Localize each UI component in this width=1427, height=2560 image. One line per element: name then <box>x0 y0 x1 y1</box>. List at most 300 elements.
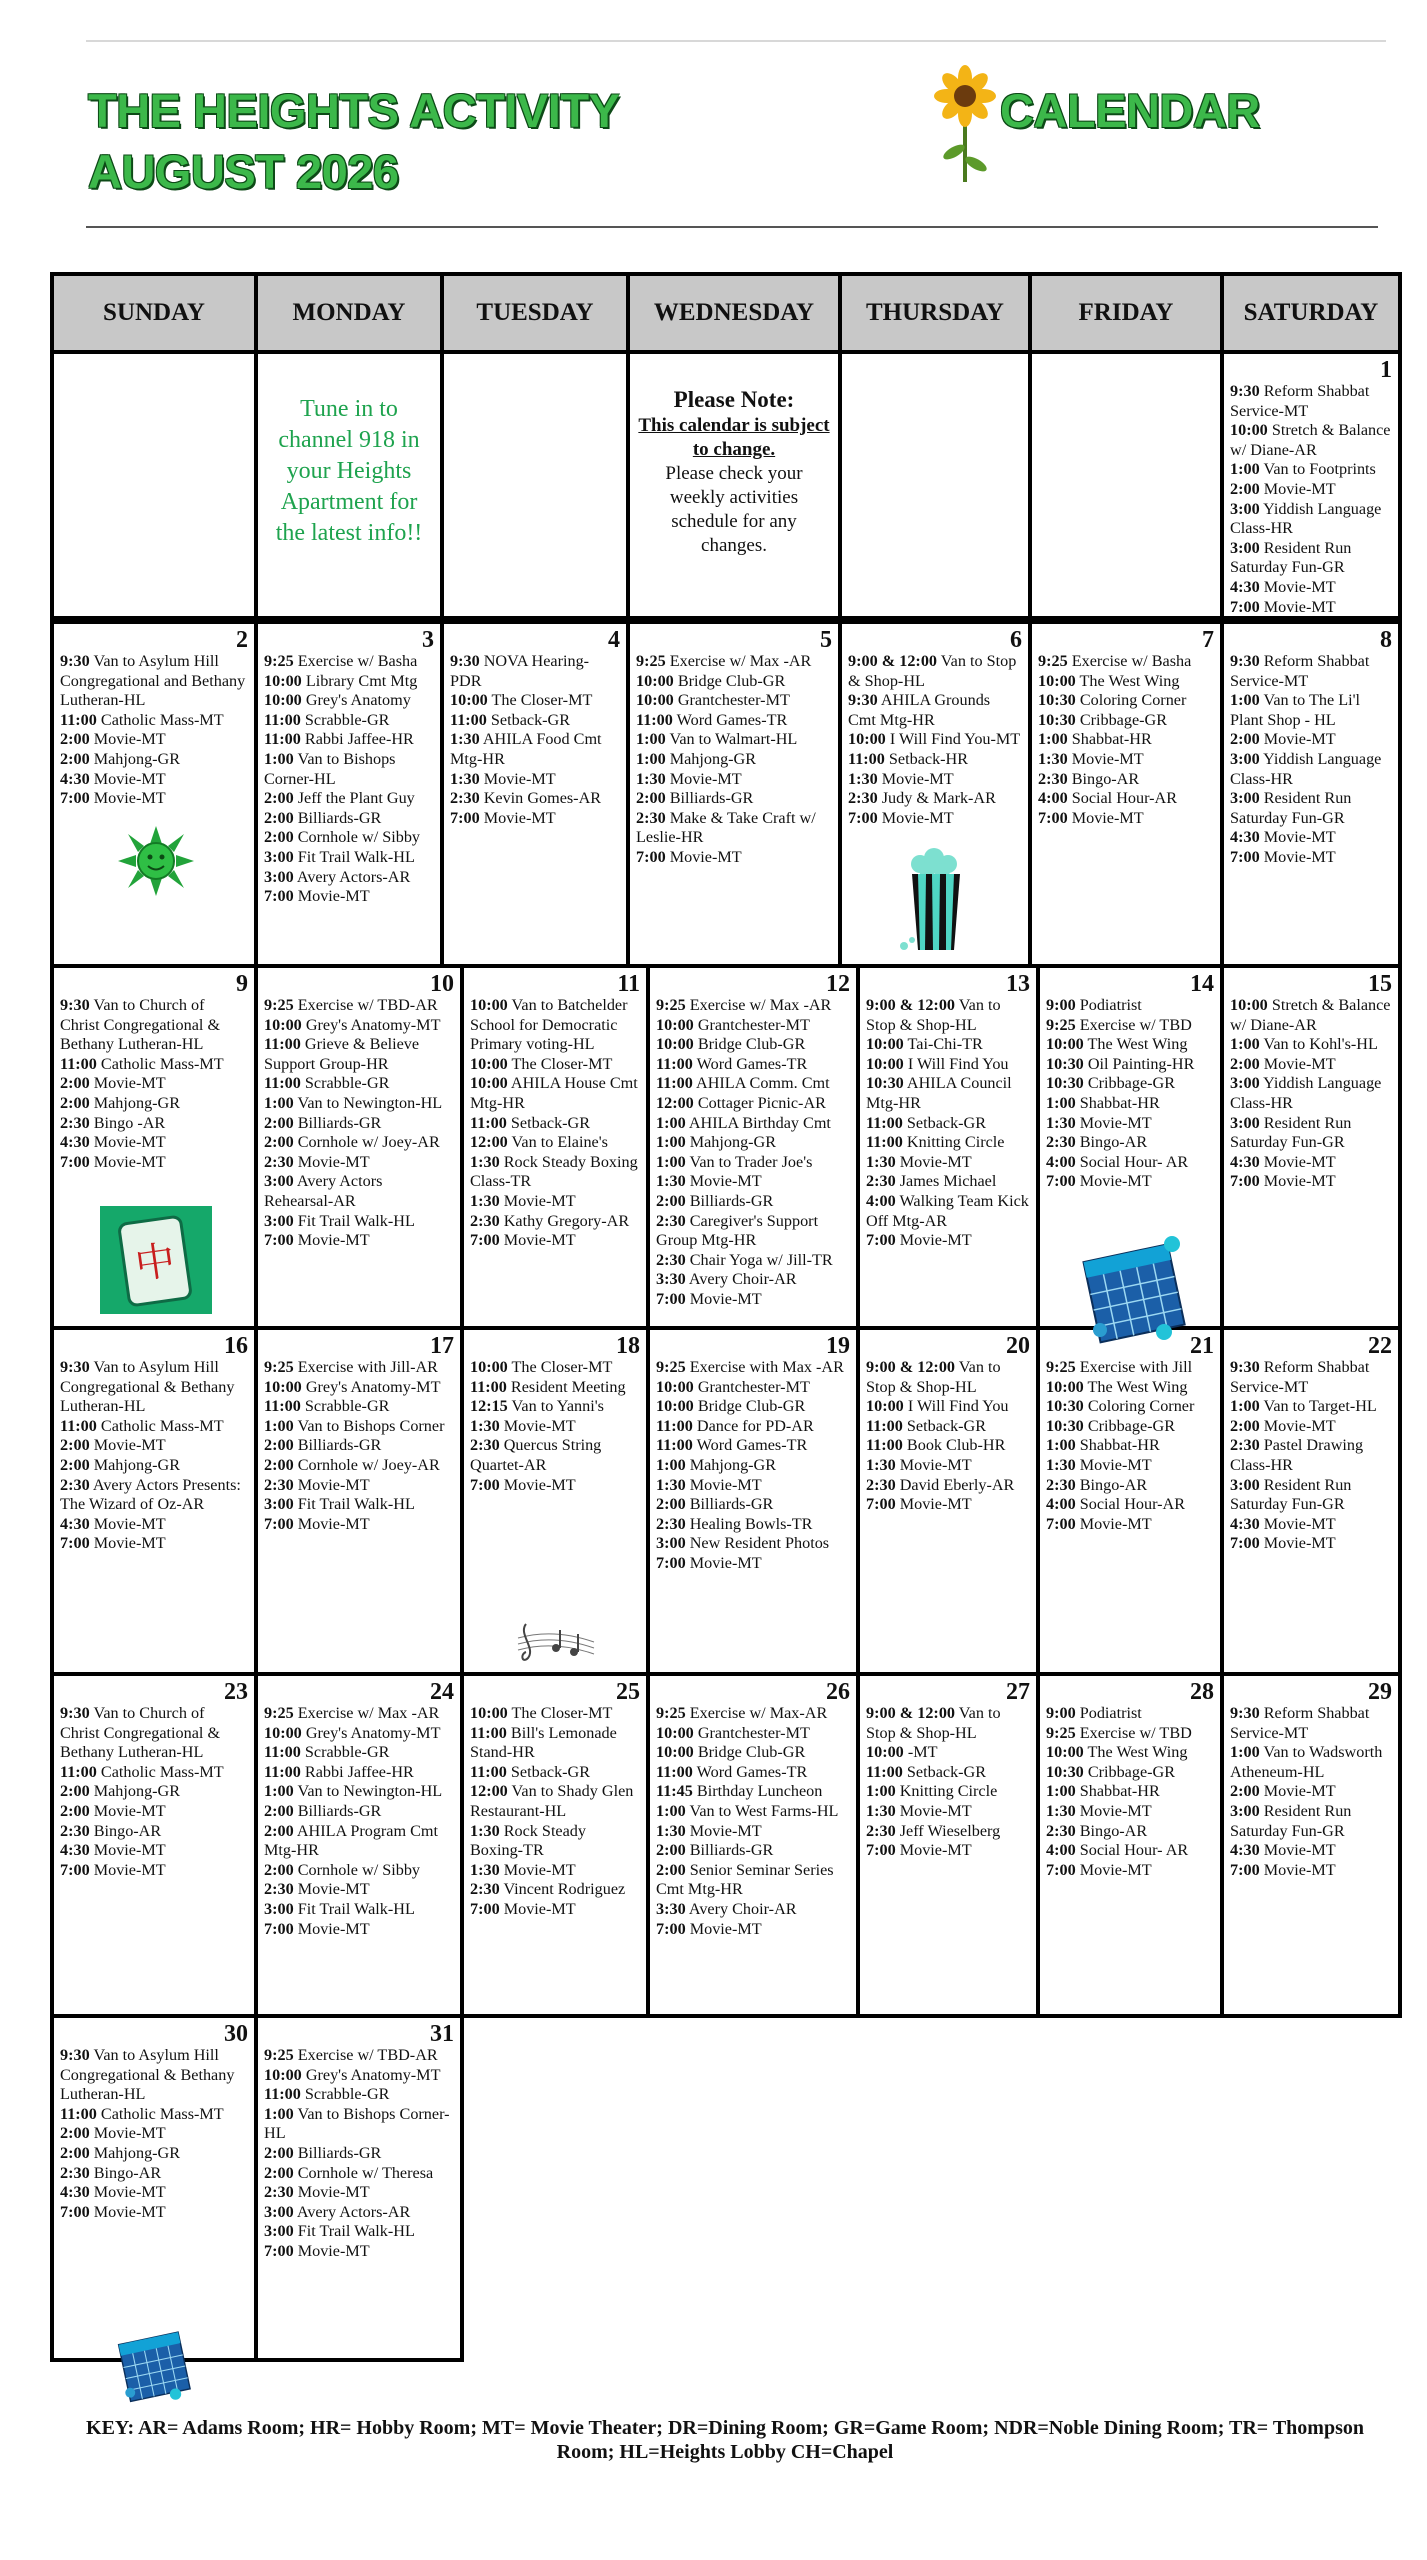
room-key-legend: KEY: AR= Adams Room; HR= Hobby Room; MT= Movie Theater; DR=Dining Room; GR=Game Room; NDR=Noble Dining Room; TR= Thompson Room; HL=Heights Lobby CH=Chapel <box>86 2417 1364 2463</box>
event-time: 7:00 <box>60 2202 90 2221</box>
event-description: Pastel Drawing Class-HR <box>1230 1436 1364 1474</box>
event-entry <box>1046 1114 1214 1134</box>
event-entry <box>1230 1055 1392 1075</box>
event-description: Movie-MT <box>297 1152 370 1171</box>
event-entry <box>656 1822 850 1842</box>
event-time: 9:25 <box>656 1704 686 1722</box>
day-header-thursday: THURSDAY <box>838 272 1032 354</box>
event-description: Movie-MT <box>1263 597 1336 616</box>
event-description: AHILA House Cmt Mtg-HR <box>470 1074 638 1112</box>
event-time: 2:00 <box>1230 1416 1260 1435</box>
event-description: Movie-MT <box>483 808 556 827</box>
event-time: 1:00 <box>1230 1035 1260 1054</box>
event-description: Setback-GR <box>906 1416 987 1435</box>
day-number: 29 <box>1368 1679 1392 1705</box>
event-entry <box>1230 691 1392 730</box>
event-time: 2:30 <box>470 1880 500 1899</box>
sun-icon <box>118 826 194 896</box>
event-time: 1:00 <box>1230 1743 1260 1762</box>
event-time: 2:30 <box>1038 769 1068 788</box>
event-time: 2:00 <box>264 1133 294 1152</box>
event-entry <box>656 1016 850 1036</box>
event-description: Movie-MT <box>1263 1860 1336 1879</box>
event-time: 4:30 <box>60 769 90 788</box>
event-time: 9:30 <box>450 652 480 670</box>
event-entry <box>1230 828 1392 848</box>
event-time: 1:30 <box>1046 1113 1076 1132</box>
event-time: 2:30 <box>1046 1475 1076 1494</box>
event-description: Bingo -AR <box>93 1113 166 1132</box>
event-entry <box>656 1192 850 1212</box>
please-note-body: Please check your weekly activities schedule for any changes. <box>665 463 803 556</box>
event-description: Movie-MT <box>881 808 954 827</box>
event-time: 2:30 <box>866 1821 896 1840</box>
event-description: Yiddish Language Class-HR <box>1230 1074 1382 1112</box>
event-time: 2:30 <box>656 1250 686 1269</box>
event-time: 1:30 <box>656 1475 686 1494</box>
event-time: 11:00 <box>866 1416 903 1435</box>
day-header-saturday: SATURDAY <box>1220 272 1402 354</box>
day-header-tuesday: TUESDAY <box>440 272 630 354</box>
event-description: Exercise w/ Basha <box>1071 652 1192 670</box>
event-description: Grantchester-MT <box>697 1015 810 1034</box>
event-entry <box>656 1861 850 1900</box>
event-time: 7:00 <box>656 1289 686 1308</box>
event-description: Movie-MT <box>1079 1801 1152 1820</box>
event-description: Movie-MT <box>899 1231 972 1250</box>
event-entry <box>656 1212 850 1251</box>
event-entry <box>1038 770 1214 790</box>
event-description: Mahjong-GR <box>669 749 757 768</box>
event-entry <box>1230 1515 1392 1535</box>
event-time: 10:00 <box>866 1743 904 1762</box>
event-description: Movie-MT <box>899 1495 972 1514</box>
event-description: Movie-MT <box>503 1231 576 1250</box>
day-number: 18 <box>616 1333 640 1359</box>
day-number: 23 <box>224 1679 248 1705</box>
event-entry <box>470 1436 640 1475</box>
event-entry <box>264 2164 454 2184</box>
event-entry <box>656 1172 850 1192</box>
event-entry <box>264 1035 454 1074</box>
event-description: Mahjong-GR <box>93 749 181 768</box>
event-entry <box>470 1476 640 1496</box>
event-description: Podiatrist <box>1079 1704 1142 1722</box>
event-entry <box>264 1476 454 1496</box>
event-entry <box>1230 1861 1392 1881</box>
event-description: Grey's Anatomy-MT <box>305 2065 441 2084</box>
event-entry <box>1230 598 1392 618</box>
day-number: 10 <box>430 971 454 997</box>
event-time: 1:00 <box>656 1133 686 1152</box>
event-description: Van to Elaine's <box>511 1133 608 1152</box>
event-description: Word Games-TR <box>696 1762 808 1781</box>
event-entry <box>264 2066 454 2086</box>
event-time: 9:25 <box>264 996 294 1014</box>
event-time: 1:30 <box>1038 749 1068 768</box>
event-time: 11:00 <box>264 710 301 729</box>
event-description: Exercise w/ Max -AR <box>689 996 832 1014</box>
event-entry <box>264 1456 454 1476</box>
event-description: Movie-MT <box>1263 828 1336 847</box>
event-description: Avery Actors-AR <box>296 867 411 886</box>
event-entry <box>656 1724 850 1744</box>
event-entry <box>60 1534 248 1554</box>
tune-in-note-cell <box>254 350 444 620</box>
event-entry <box>470 1231 640 1251</box>
event-description: Movie-MT <box>93 1436 166 1455</box>
event-time: 10:30 <box>1046 1397 1084 1416</box>
event-time: 2:30 <box>264 1152 294 1171</box>
day-number: 21 <box>1190 1333 1214 1359</box>
event-description: Bill's Lemonade Stand-HR <box>470 1723 617 1762</box>
event-time: 3:30 <box>656 1899 686 1918</box>
event-time: 7:00 <box>470 1231 500 1250</box>
event-time: 10:00 <box>1046 1035 1084 1054</box>
event-description: Dance for PD-AR <box>696 1416 814 1435</box>
event-entry <box>1046 1456 1214 1476</box>
event-time: 2:30 <box>656 1514 686 1533</box>
event-entry <box>656 1534 850 1554</box>
event-time: 9:30 <box>848 691 878 710</box>
event-time: 7:00 <box>1230 597 1260 616</box>
event-entry <box>656 1515 850 1535</box>
event-entry <box>656 1476 850 1496</box>
day-cell-11 <box>460 964 650 1330</box>
event-description: Grantchester-MT <box>697 1723 810 1742</box>
event-description: AHILA Birthday Cmt <box>688 1113 831 1132</box>
event-time: 9:30 <box>60 652 90 670</box>
event-time: 1:30 <box>1046 1801 1076 1820</box>
day-number: 19 <box>826 1333 850 1359</box>
day-number: 13 <box>1006 971 1030 997</box>
event-time: 7:00 <box>264 2241 294 2260</box>
event-time: 11:00 <box>866 1436 903 1455</box>
event-time: 11:00 <box>264 1762 301 1781</box>
event-description: Cornhole w/ Sibby <box>297 828 421 847</box>
event-time: 9:30 <box>1230 1358 1260 1376</box>
event-time: 2:30 <box>470 1211 500 1230</box>
event-entry <box>1038 652 1214 672</box>
event-description: Knitting Circle <box>899 1782 998 1801</box>
event-time: 11:00 <box>866 1113 903 1132</box>
event-time: 2:00 <box>1230 1782 1260 1801</box>
event-description: Book Club-HR <box>906 1436 1006 1455</box>
event-description: Billiards-GR <box>297 1113 382 1132</box>
event-description: Mahjong-GR <box>93 1455 181 1474</box>
event-description: Movie-MT <box>93 2124 166 2143</box>
event-entry <box>1046 996 1214 1016</box>
event-entry <box>1046 1515 1214 1535</box>
event-time: 1:30 <box>450 769 480 788</box>
event-time: 2:30 <box>1046 1133 1076 1152</box>
event-description: Social Hour-AR <box>1071 789 1178 808</box>
day-cell-28 <box>1036 1672 1224 2018</box>
event-time: 2:00 <box>656 1841 686 1860</box>
event-description: AHILA Food Cmt Mtg-HR <box>450 730 602 768</box>
event-description: Setback-GR <box>510 1762 591 1781</box>
event-entry <box>1230 480 1392 500</box>
event-time: 7:00 <box>1046 1514 1076 1533</box>
event-entry <box>636 789 832 809</box>
event-entry <box>264 691 434 711</box>
event-description: Resident Run Saturday Fun-GR <box>1230 538 1352 577</box>
event-description: Movie-MT <box>1263 577 1336 596</box>
event-time: 2:00 <box>656 1191 686 1210</box>
event-entry <box>450 691 620 711</box>
event-description: Movie-MT <box>899 1152 972 1171</box>
event-entry <box>264 2046 454 2066</box>
event-description: Shabbat-HR <box>1071 730 1152 749</box>
event-time: 2:00 <box>636 789 666 808</box>
event-time: 9:25 <box>264 1358 294 1376</box>
event-description: Bingo-AR <box>1079 1821 1148 1840</box>
event-description: Van to Bishops Corner-HL <box>264 749 396 788</box>
event-entry <box>1046 1802 1214 1822</box>
event-entry <box>1230 1436 1392 1475</box>
day-header-monday: MONDAY <box>254 272 444 354</box>
event-description: Shabbat-HR <box>1079 1436 1160 1455</box>
event-entry <box>450 730 620 769</box>
event-time: 11:00 <box>60 1762 97 1781</box>
event-entry <box>60 1114 248 1134</box>
event-description: Van to Yanni's <box>511 1397 604 1416</box>
event-description: Bingo-AR <box>1079 1475 1148 1494</box>
event-time: 7:00 <box>1230 1172 1260 1191</box>
event-entry <box>1046 1378 1214 1398</box>
event-entry <box>1046 1094 1214 1114</box>
event-entry <box>848 809 1022 829</box>
event-description: Avery Choir-AR <box>688 1270 797 1289</box>
event-description: AHILA Council Mtg-HR <box>866 1074 1012 1112</box>
event-entry <box>264 1016 454 1036</box>
event-description: Exercise w/ Max -AR <box>297 1704 440 1722</box>
event-time: 7:00 <box>656 1553 686 1572</box>
event-entry <box>636 652 832 672</box>
event-entry <box>450 789 620 809</box>
event-description: Movie-MT <box>503 1191 576 1210</box>
event-entry <box>60 652 248 711</box>
event-time: 10:30 <box>1046 1416 1084 1435</box>
event-time: 7:00 <box>60 1152 90 1171</box>
event-description: Coloring Corner <box>1079 691 1187 710</box>
event-description: James Michael <box>899 1172 997 1191</box>
event-description: The Closer-MT <box>511 1054 613 1073</box>
event-description: Exercise w/ Max -AR <box>669 652 812 670</box>
event-time: 2:00 <box>1230 730 1260 749</box>
event-description: Stretch & Balance w/ Diane-AR <box>1230 421 1391 459</box>
event-entry <box>866 1133 1030 1153</box>
day-header-friday: FRIDAY <box>1028 272 1224 354</box>
event-time: 7:00 <box>1046 1172 1076 1191</box>
event-time: 2:30 <box>60 1113 90 1132</box>
event-entry <box>264 789 434 809</box>
event-entry <box>656 1782 850 1802</box>
event-time: 1:00 <box>1230 460 1260 479</box>
event-time: 12:15 <box>470 1397 508 1416</box>
event-entry <box>866 1153 1030 1173</box>
event-description: The West Wing <box>1087 1743 1188 1762</box>
event-description: Van to Kohl's-HL <box>1263 1035 1378 1054</box>
event-time: 11:00 <box>470 1113 507 1132</box>
event-time: 7:00 <box>60 1860 90 1879</box>
event-description: Stretch & Balance w/ Diane-AR <box>1230 996 1391 1034</box>
event-entry <box>1230 1397 1392 1417</box>
event-description: Chair Yoga w/ Jill-TR <box>689 1250 833 1269</box>
event-description: Catholic Mass-MT <box>100 1416 224 1435</box>
event-entry <box>264 2222 454 2242</box>
event-time: 2:30 <box>636 808 666 827</box>
event-entry <box>264 1358 454 1378</box>
event-time: 11:00 <box>60 710 97 729</box>
event-entry <box>656 1290 850 1310</box>
day-cell-16 <box>50 1326 258 1676</box>
event-time: 4:30 <box>1230 577 1260 596</box>
event-time: 3:00 <box>264 1899 294 1918</box>
event-description: Avery Choir-AR <box>688 1899 797 1918</box>
event-description: The Closer-MT <box>491 691 593 710</box>
event-entry <box>656 1035 850 1055</box>
event-description: Library Cmt Mtg <box>305 671 418 690</box>
event-time: 9:25 <box>1046 1358 1076 1376</box>
event-entry <box>264 1133 454 1153</box>
event-entry <box>264 1900 454 1920</box>
event-description: Movie-MT <box>297 2183 370 2202</box>
event-time: 3:00 <box>264 2222 294 2241</box>
event-description: The West Wing <box>1087 1035 1188 1054</box>
event-entry <box>470 1900 640 1920</box>
event-time: 11:00 <box>60 1416 97 1435</box>
day-number: 11 <box>617 971 640 997</box>
event-description: Resident Run Saturday Fun-GR <box>1230 1801 1352 1840</box>
event-description: Walking Team Kick Off Mtg-AR <box>866 1191 1029 1230</box>
event-entry <box>60 2183 248 2203</box>
event-time: 3:00 <box>1230 1113 1260 1132</box>
event-time: 10:00 <box>1046 1377 1084 1396</box>
event-entry <box>636 711 832 731</box>
event-time: 11:00 <box>264 1397 301 1416</box>
event-description: Quercus String Quartet-AR <box>470 1436 602 1474</box>
event-entry <box>1230 1802 1392 1841</box>
event-time: 9:25 <box>264 652 294 670</box>
event-entry <box>656 1417 850 1437</box>
event-time: 2:00 <box>1230 479 1260 498</box>
event-time: 12:00 <box>470 1782 508 1801</box>
event-time: 1:00 <box>636 730 666 749</box>
popcorn-icon <box>898 846 970 954</box>
event-time: 7:00 <box>636 847 666 866</box>
event-entry <box>264 1880 454 1900</box>
day-number: 12 <box>826 971 850 997</box>
event-description: Fit Trail Walk-HL <box>297 1211 415 1230</box>
event-time: 10:00 <box>848 730 886 749</box>
event-time: 10:00 <box>656 1377 694 1396</box>
event-entry <box>264 1704 454 1724</box>
event-description: Movie-MT <box>93 1152 166 1171</box>
event-time: 1:30 <box>656 1172 686 1191</box>
event-time: 1:00 <box>1046 1436 1076 1455</box>
event-description: Scrabble-GR <box>304 1397 390 1416</box>
event-entry <box>656 1397 850 1417</box>
event-description: Scrabble-GR <box>304 2085 390 2104</box>
event-time: 7:00 <box>60 1534 90 1553</box>
event-description: Movie-MT <box>689 1919 762 1938</box>
event-entry <box>636 730 832 750</box>
day-cell-17 <box>254 1326 464 1676</box>
event-entry <box>1046 1763 1214 1783</box>
event-entry <box>264 1495 454 1515</box>
event-description: Yiddish Language Class-HR <box>1230 749 1382 788</box>
event-time: 4:30 <box>1230 1514 1260 1533</box>
event-time: 4:30 <box>60 2183 90 2202</box>
empty-cell-friday-week1 <box>1028 350 1224 620</box>
event-entry <box>470 1763 640 1783</box>
day-cell-30 <box>50 2014 258 2362</box>
event-time: 10:00 <box>656 1723 694 1742</box>
event-time: 11:00 <box>60 1054 97 1073</box>
event-description: Van to Trader Joe's <box>689 1152 813 1171</box>
event-time: 1:30 <box>1046 1455 1076 1474</box>
event-entry <box>656 1133 850 1153</box>
day-number: 1 <box>1380 357 1392 383</box>
event-description: Movie-MT <box>1263 847 1336 866</box>
event-time: 2:00 <box>60 2143 90 2162</box>
event-description: Cornhole w/ Sibby <box>297 1860 421 1879</box>
event-time: 2:30 <box>1230 1436 1260 1455</box>
event-time: 1:30 <box>866 1455 896 1474</box>
event-time: 4:00 <box>1046 1152 1076 1171</box>
event-description: The West Wing <box>1079 671 1180 690</box>
event-description: Catholic Mass-MT <box>100 2104 224 2123</box>
event-entry <box>60 750 248 770</box>
event-entry <box>264 887 434 907</box>
day-number: 20 <box>1006 1333 1030 1359</box>
event-entry <box>636 848 832 868</box>
event-entry <box>264 1378 454 1398</box>
event-entry <box>656 1114 850 1134</box>
event-time: 2:30 <box>1046 1821 1076 1840</box>
event-description: I Will Find You <box>907 1054 1009 1073</box>
event-description: Senior Seminar Series Cmt Mtg-HR <box>656 1860 834 1899</box>
event-time: 3:00 <box>264 867 294 886</box>
day-cell-23 <box>50 1672 258 2018</box>
event-entry <box>470 1055 640 1075</box>
event-time: 3:00 <box>1230 1074 1260 1093</box>
event-entry <box>866 1055 1030 1075</box>
event-entry <box>636 672 832 692</box>
event-description: Social Hour- AR <box>1079 1152 1189 1171</box>
event-time: 9:25 <box>264 1704 294 1722</box>
event-description: Grantchester-MT <box>697 1377 810 1396</box>
event-entry <box>264 2105 454 2144</box>
event-entry <box>1046 1822 1214 1842</box>
event-description: Movie-MT <box>1079 1172 1152 1191</box>
event-description: Movie-MT <box>1071 749 1144 768</box>
event-description: Jeff the Plant Guy <box>297 789 415 808</box>
event-description: Setback-GR <box>906 1762 987 1781</box>
event-entry <box>1230 996 1392 1035</box>
event-entry <box>264 848 434 868</box>
event-description: Bridge Club-GR <box>677 671 786 690</box>
event-entry <box>450 711 620 731</box>
event-entry <box>264 730 434 750</box>
event-time: 1:30 <box>470 1191 500 1210</box>
event-time: 1:00 <box>656 1113 686 1132</box>
bingo-card-icon <box>1080 1230 1190 1346</box>
event-time: 1:00 <box>264 1093 294 1112</box>
event-time: 4:00 <box>1038 789 1068 808</box>
day-number: 4 <box>608 627 620 653</box>
